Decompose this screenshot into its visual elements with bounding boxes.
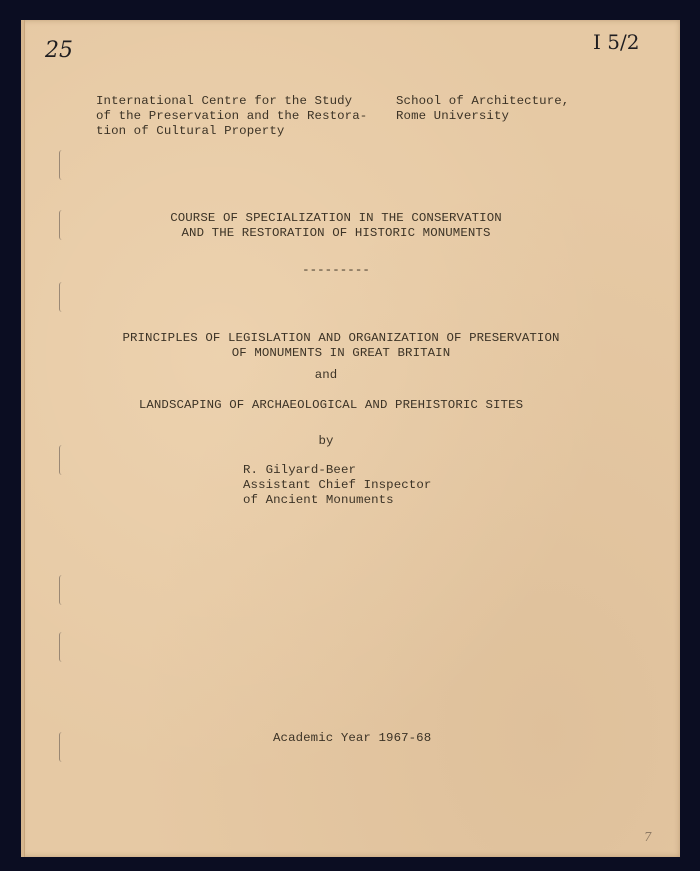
subject-two-title: LANDSCAPING OF ARCHAEOLOGICAL AND PREHISTORIC SITES [138,398,524,412]
handwritten-folio-number: 25 [45,38,73,63]
binding-mark [59,210,70,240]
academic-year: Academic Year 1967-68 [273,731,432,745]
course-title: COURSE OF SPECIALIZATION IN THE CONSERVATION AND THE RESTORATION OF HISTORIC MONUMENTS [170,211,502,240]
binding-mark [59,732,70,762]
header-right-institution: School of Architecture, Rome University [396,94,570,123]
document-page [21,20,680,857]
binding-mark [59,445,70,475]
binding-mark [59,150,70,180]
header-left-institution: International Centre for the Study of the Preservation and the Restora- tion of Cultural Property [96,94,368,138]
title-divider: --------- [302,263,370,277]
pencil-page-mark: 7 [644,830,652,844]
binding-mark [59,632,70,662]
handwritten-archive-reference: I 5/2 [593,30,640,54]
author-by: by [318,434,334,448]
subject-one-title: PRINCIPLES OF LEGISLATION AND ORGANIZATION OF PRESERVATION OF MONUMENTS IN GREAT BRITAIN [122,331,560,360]
subject-conjunction: and [314,368,338,382]
author-block: R. Gilyard-Beer Assistant Chief Inspector of Ancient Monuments [243,463,432,507]
binding-mark [59,575,70,605]
page-left-edge [21,20,25,857]
binding-mark [59,282,70,312]
